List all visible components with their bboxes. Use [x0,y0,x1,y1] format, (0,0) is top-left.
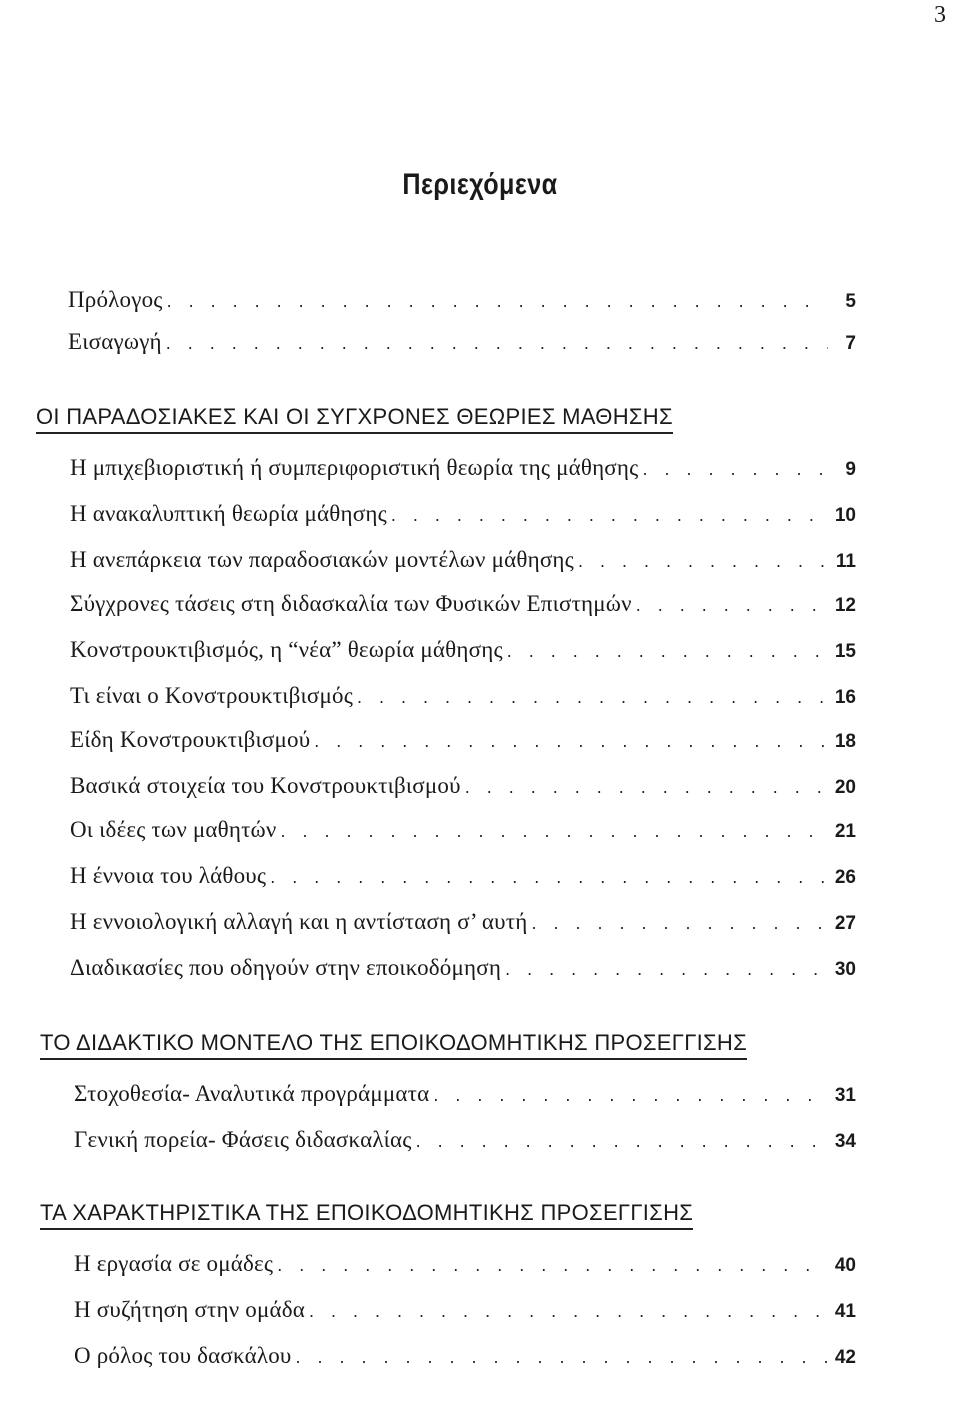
dot-leader [314,723,828,759]
toc-entry [70,858,856,894]
toc-entry [70,904,856,940]
toc-entry-label: Η εννοιολογική αλλαγή και η αντίσταση σ’ αυτή [70,909,528,934]
dot-leader [277,1247,828,1283]
page-title: Περιεχόμενα [402,168,558,201]
toc-entry-page: 5 [845,291,856,312]
toc-entry-page: 11 [835,551,856,572]
toc-entry-label: Η έννοια του λάθους [70,863,267,888]
toc-entry-label: Η μπιχεβιοριστική ή συμπεριφοριστική θεωρία της μάθησης [70,455,639,480]
toc-entry [70,542,856,578]
toc-entry-page: 10 [834,505,856,526]
toc-entry [70,950,856,986]
section-heading: ΟΙ ΠΑΡΑΔΟΣΙΑΚΕΣ ΚΑΙ ΟΙ ΣΥΓΧΡΟΝΕΣ ΘΕΩΡΙΕΣ ΜΑΘΗΣΗΣ [36,404,673,434]
toc-entry [70,678,856,714]
toc-entry-label: Η ανακαλυπτική θεωρία μάθησης [70,501,387,526]
dot-leader [642,451,828,487]
toc-entry [68,324,856,360]
toc-entry [74,1292,856,1328]
toc-entry-page: 42 [834,1347,856,1368]
dot-leader [505,951,828,987]
toc-entry-label: Είδη Κονστρουκτιβισμού [70,727,311,752]
dot-leader [167,283,828,319]
dot-leader [416,1123,828,1159]
toc-entry-label: Ο ρόλος του δασκάλου [74,1343,292,1368]
toc-entry-page: 26 [834,867,856,888]
dot-leader [465,769,828,805]
toc-entry-label: Οι ιδέες των μαθητών [70,817,277,842]
toc-entry [70,768,856,804]
dot-leader [270,859,828,895]
toc-entry-page: 9 [845,459,856,480]
dot-leader [531,905,828,941]
toc-entry-label: Βασικά στοιχεία του Κονστρουκτιβισμού [70,773,461,798]
toc-entry-label: Πρόλογος [68,287,163,312]
toc-entry-label: Σύγχρονες τάσεις στη διδασκαλία των Φυσικών Επιστημών [70,591,632,616]
dot-leader [357,679,828,715]
toc-entry-page: 34 [834,1131,856,1152]
toc-entry-label: Εισαγωγή [68,329,162,354]
toc-entry [68,282,856,318]
toc-entry [70,496,856,532]
toc-entry [74,1076,856,1112]
dot-leader [309,1293,828,1329]
dot-leader [296,1339,829,1375]
toc-entry-page: 16 [834,687,856,708]
toc-entry [74,1122,856,1158]
dot-leader [166,325,828,361]
toc-entry [70,722,856,758]
toc-entry [70,632,856,668]
toc-entry-label: Γενική πορεία- Φάσεις διδασκαλίας [74,1127,412,1152]
toc-entry-label: Κονστρουκτιβισμός, η “νέα” θεωρία μάθησης [70,637,503,662]
toc-entry-page: 41 [834,1301,856,1322]
toc-entry-page: 30 [834,959,856,980]
toc-entry-page: 27 [834,913,856,934]
toc-entry-label: Στοχοθεσία- Αναλυτικά προγράμματα [74,1081,430,1106]
toc-entry-page: 40 [834,1255,856,1276]
toc-entry-page: 12 [834,595,856,616]
toc-entry-page: 21 [834,821,856,842]
toc-entry [70,812,856,848]
dot-leader [391,497,828,533]
toc-entry-page: 20 [834,777,856,798]
dot-leader [507,633,828,669]
toc-entry-page: 18 [834,731,856,752]
toc-entry-label: Η ανεπάρκεια των παραδοσιακών μοντέλων μάθησης [70,547,574,572]
toc-entry [74,1246,856,1282]
dot-leader [433,1077,828,1113]
dot-leader [281,813,829,849]
toc-entry-page: 15 [834,641,856,662]
toc-entry [70,450,856,486]
dot-leader [578,543,828,579]
toc-entry-page: 7 [845,333,856,354]
section-heading: ΤΑ ΧΑΡΑΚΤΗΡΙΣΤΙΚΑ ΤΗΣ ΕΠΟΙΚΟΔΟΜΗΤΙΚΗΣ ΠΡΟΣΕΓΓΙΣΗΣ [40,1200,693,1230]
toc-entry [74,1338,856,1374]
toc-entry-page: 31 [834,1085,856,1106]
page-number: 3 [934,2,946,28]
section-heading: ΤΟ ΔΙΔΑΚΤΙΚΟ ΜΟΝΤΕΛΟ ΤΗΣ ΕΠΟΙΚΟΔΟΜΗΤΙΚΗΣ ΠΡΟΣΕΓΓΙΣΗΣ [40,1030,747,1060]
toc-entry [70,586,856,622]
dot-leader [636,587,828,623]
toc-entry-label: Η εργασία σε ομάδες [74,1251,274,1276]
toc-entry-label: Διαδικασίες που οδηγούν στην εποικοδόμηση [70,955,502,980]
toc-entry-label: Η συζήτηση στην ομάδα [74,1297,306,1322]
toc-entry-label: Τι είναι ο Κονστρουκτιβισμός [70,683,354,708]
